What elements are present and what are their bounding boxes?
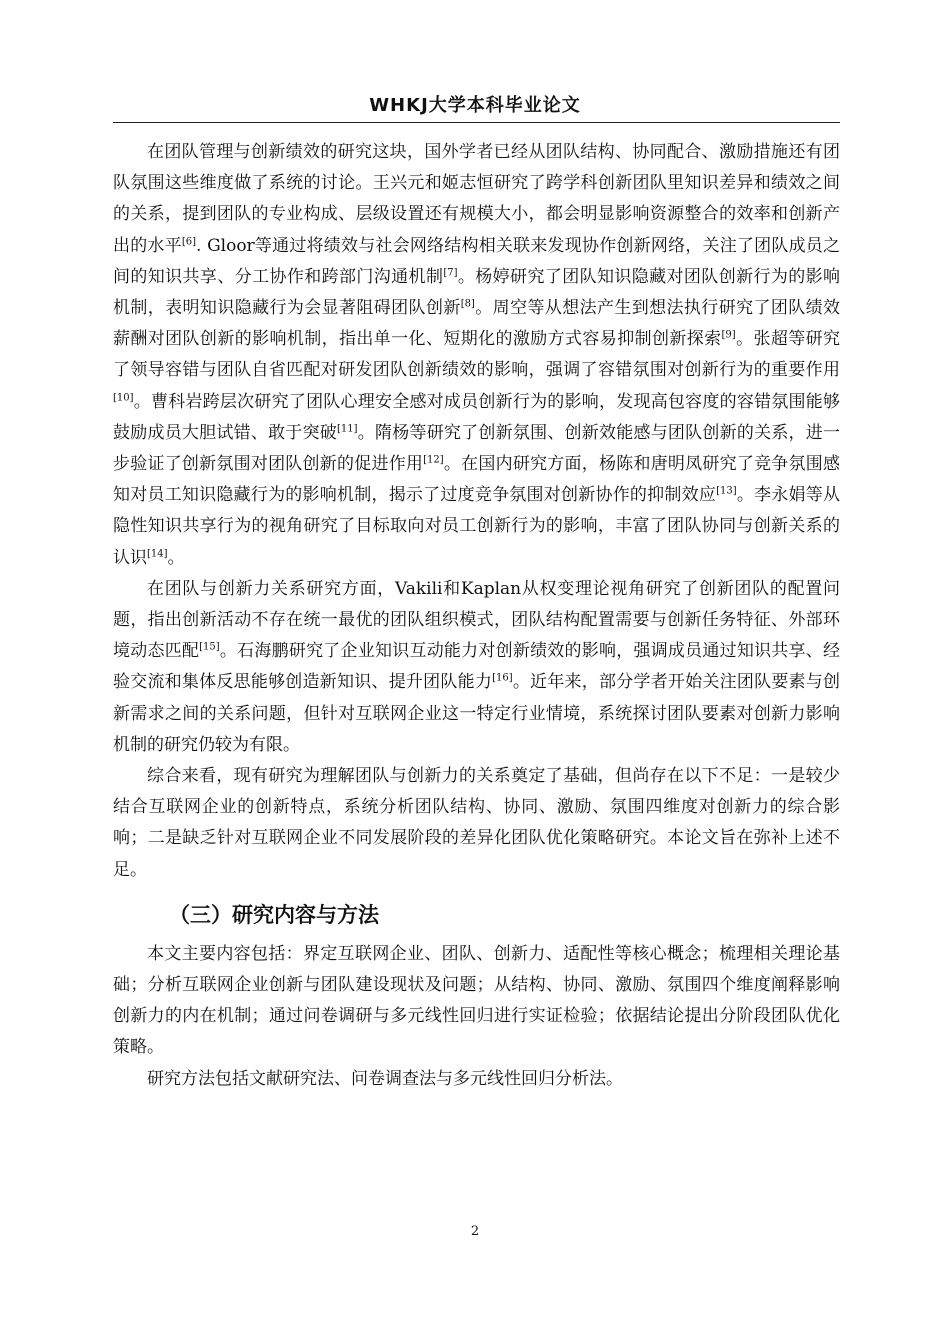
body-paragraph-3: 综合来看，现有研究为理解团队与创新力的关系奠定了基础，但尚存在以下不足：一是较少结合互联网企业的创新特点，系统分析团队结构、协同、激励、氛围四维度对创新力的综合影响；二是缺乏针对互联网企业不同发展阶段的差异化团队优化策略研究。本论文旨在弥补上述不足。 bbox=[113, 766, 840, 880]
body-paragraph-1: 在团队管理与创新绩效的研究这块，国外学者已经从团队结构、协同配合、激励措施还有团队氛围这些维度做了系统的讨论。王兴元和姬志恒研究了跨学科创新团队里知识差异和绩效之间的关系，提到团队的专业构成、层级设置还有规模大小，都会明显影响资源整合的效率和创新产出的水平[6]. Gloor等通过将绩效与社会网络结构相关联来发现协作创新网络，关注了团队成员之间的知识共享、分工协作和跨部门沟通机制[7]。杨婷研究了团队知识隐藏对团队创新行为的影响机制，表明知识隐藏行为会显著阻碍团队创新[8]。周空等从想法产生到想法执行研究了团队绩效薪酬对团队创新的影响机制，指出单一化、短期化的激励方式容易抑制创新探索[9]。张超等研究了领导容错与团队自省匹配对研发团队创新绩效的影响，强调了容错氛围对创新行为的重要作用[10]。曹科岩跨层次研究了团队心理安全感对成员创新行为的影响，发现高包容度的容错氛围能够鼓励成员大胆试错、敢于突破[11]。隋杨等研究了创新氛围、创新效能感与团队创新的关系，进一步验证了创新氛围对团队创新的促进作用[12]。在国内研究方面，杨陈和唐明凤研究了竞争氛围感知对员工知识隐藏行为的影响机制，揭示了过度竞争氛围对创新协作的抑制效应[13]。李永娟等从隐性知识共享行为的视角研究了目标取向对员工创新行为的影响，丰富了团队协同与创新关系的认识[14]。 bbox=[113, 142, 841, 568]
citation-marker: [11] bbox=[337, 423, 358, 435]
header-divider bbox=[113, 122, 840, 123]
section-paragraph-1: 本文主要内容包括：界定互联网企业、团队、创新力、适配性等核心概念；梳理相关理论基础；分析互联网企业创新与团队建设现状及问题；从结构、协同、激励、氛围四个维度阐释影响创新力的内在机制；通过问卷调研与多元线性回归进行实证检验；依据结论提出分阶段团队优化策略。 bbox=[113, 943, 840, 1058]
citation-marker: [6] bbox=[181, 235, 197, 247]
page-header-title: WHKJ大学本科毕业论文 bbox=[369, 95, 581, 116]
page-number: 2 bbox=[470, 1224, 480, 1239]
citation-marker: [14] bbox=[147, 547, 168, 559]
citation-marker: [8] bbox=[460, 298, 475, 310]
citation-marker: [10] bbox=[113, 391, 134, 403]
section-paragraph-2: 研究方法包括文献研究法、问卷调查法与多元线性回归分析法。 bbox=[147, 1068, 623, 1089]
citation-marker: [7] bbox=[443, 267, 458, 279]
page-body bbox=[113, 137, 840, 1095]
citation-marker: [13] bbox=[716, 485, 737, 497]
citation-marker: [15] bbox=[199, 641, 220, 653]
citation-marker: [9] bbox=[721, 329, 736, 341]
body-paragraph-2: 在团队与创新力关系研究方面，Vakili和Kaplan从权变理论视角研究了创新团队的配置问题，指出创新活动不存在统一最优的团队组织模式，团队结构配置需要与创新任务特征、外部环境动态匹配[15]。石海鹏研究了企业知识互动能力对创新绩效的影响，强调成员通过知识共享、经验交流和集体反思能够创造新知识、提升团队能力[16]。近年来，部分学者开始关注团队要素与创新需求之间的关系问题，但针对互联网企业这一特定行业情境，系统探讨团队要素对创新力影响机制的研究仍较为有限。 bbox=[113, 578, 841, 755]
section-heading: （三）研究内容与方法 bbox=[169, 902, 379, 927]
citation-marker: [16] bbox=[492, 672, 513, 684]
citation-marker: [12] bbox=[423, 454, 444, 466]
